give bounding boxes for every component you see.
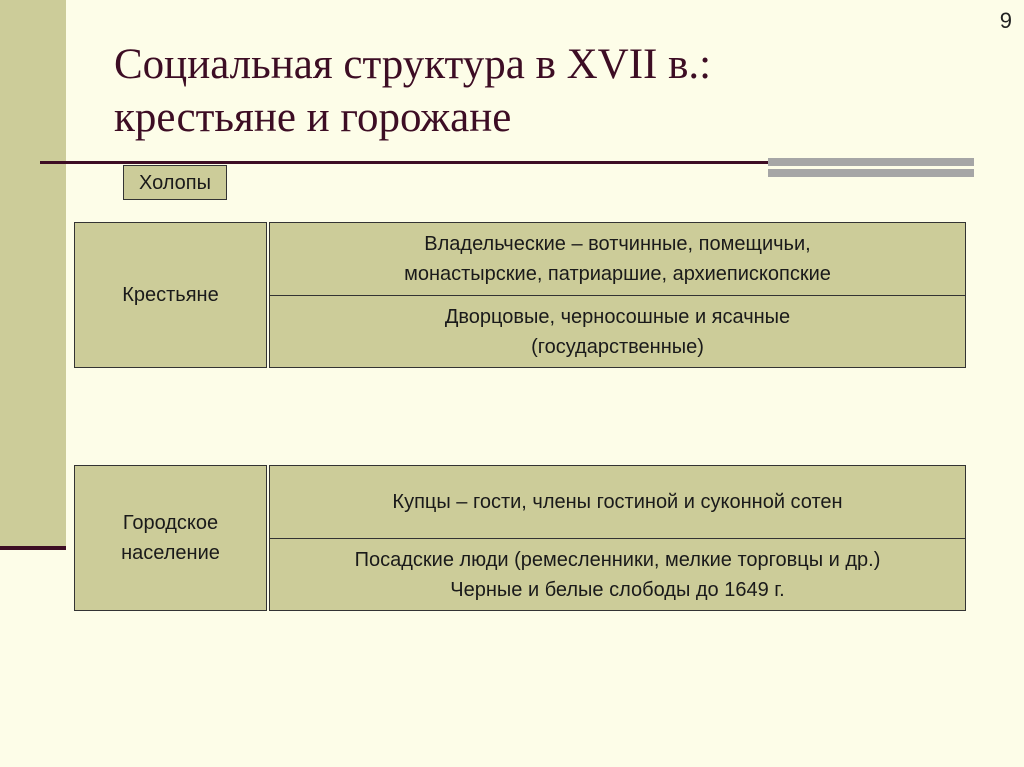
peasants-label: Крестьяне: [122, 284, 219, 306]
title-grey-accent-top: [768, 158, 974, 166]
townspeople-row-posad: [269, 538, 966, 611]
townspeople-label: Городское население: [121, 512, 220, 564]
title-underline: [40, 161, 770, 164]
peasants-row-owned-text: Владельческие – вотчинные, помещичьи, монастырские, патриаршие, архиепископские: [404, 233, 831, 285]
peasants-row-state-text: Дворцовые, черносошные и ясачные (государственные): [444, 305, 791, 358]
townspeople-row-posad-text: Посадские люди (ремесленники, мелкие торговцы и др.) Черные и белые слободы до 1649 г.: [354, 548, 881, 601]
left-decorative-bar: [0, 0, 66, 550]
townspeople-row-merchants: [269, 465, 966, 539]
title-grey-accent-bottom: [768, 169, 974, 177]
slide-title: Социальная структура в XVII в.: крестьяне и горожане: [114, 41, 712, 141]
townspeople-label-box: [74, 465, 267, 611]
townspeople-row-merchants-text: Купцы – гости, члены гостиной и суконной сотен: [392, 491, 843, 513]
left-bar-accent-line: [0, 546, 66, 550]
peasants-row-owned: [269, 222, 966, 296]
kholopy-box: [123, 165, 227, 200]
kholopy-label: Холопы: [138, 171, 212, 194]
peasants-row-state: [269, 295, 966, 368]
slide-number: 9: [999, 8, 1012, 33]
peasants-label-box: [74, 222, 267, 368]
